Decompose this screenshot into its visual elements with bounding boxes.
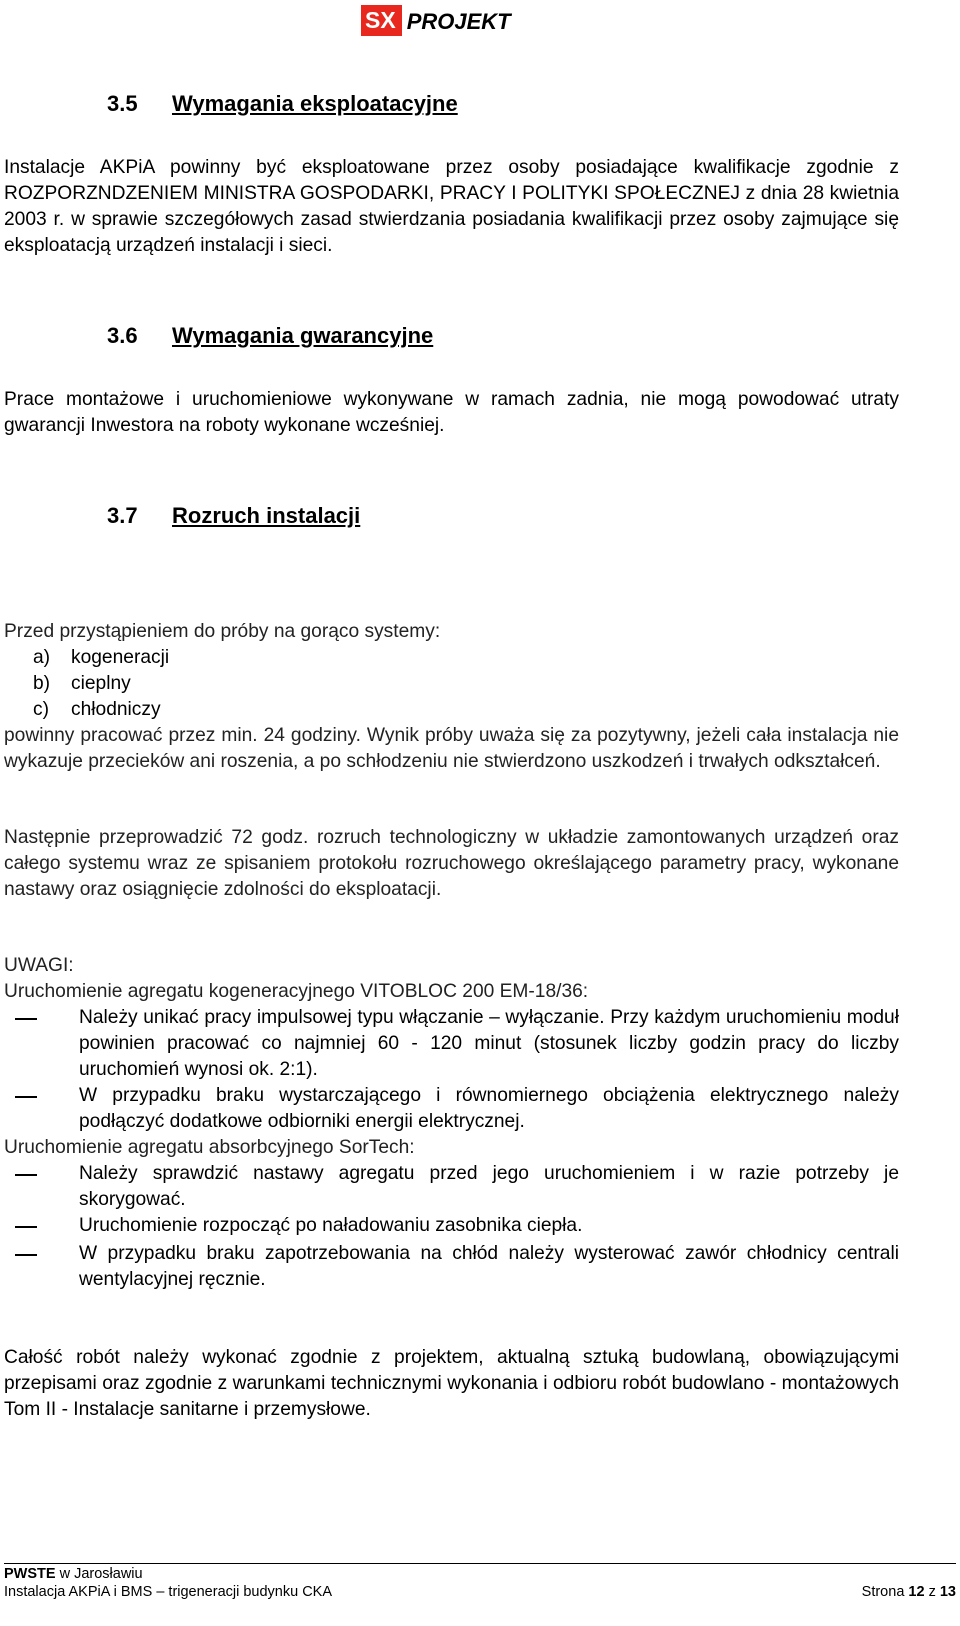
footer-page-number bbox=[862, 1584, 956, 1601]
logo-projekt: PROJEKT bbox=[406, 9, 511, 34]
paragraph-final-statement: Całość robót należy wykonać zgodnie z projektem, aktualną sztuką budowlaną, obowiązującymi przepisami oraz zgodnie z warunkami technicznymi wykonania i odbioru robót budowlano - montażowych Tom II - Instalacje sanitarne i przemysłowe. bbox=[4, 1347, 899, 1420]
paragraph-technological-startup: Następnie przeprowadzić 72 godz. rozruch technologiczny w układzie zamontowanych urządzeń oraz całego systemu wraz ze spisaniem protokołu rozruchowego określającego parametry pracy, wykonane nastawy oraz osiągnięcie zdolności do eksploatacji. bbox=[4, 827, 899, 900]
paragraph-startup-result: powinny pracować przez min. 24 godziny. Wynik próby uważa się za pozytywny, jeżeli cała instalacja nie wykazuje przecieków ani roszenia, a po schłodzeniu nie stwierdzono uszkodzeń i trwałych odkształceń. bbox=[4, 725, 899, 772]
list-text: chłodniczy bbox=[71, 699, 161, 720]
list-item bbox=[4, 1161, 899, 1213]
footer-org-bold: PWSTE bbox=[4, 1566, 56, 1582]
list-text: kogeneracji bbox=[71, 647, 170, 668]
dash-bullet bbox=[15, 1226, 37, 1228]
section-title: Rozruch instalacji bbox=[172, 503, 361, 528]
list-text: W przypadku braku zapotrzebowania na chłód należy wysterować zawór chłodnicy centrali wentylacyjnej ręcznie. bbox=[79, 1243, 899, 1290]
list-text: Uruchomienie rozpocząć po naładowaniu zasobnika ciepła. bbox=[79, 1215, 583, 1236]
list-text: W przypadku braku wystarczającego i równomiernego obciążenia elektrycznego należy podłączyć dodatkowe odbiorniki energii elektrycznej. bbox=[79, 1085, 899, 1132]
section-number: 3.5 bbox=[107, 91, 138, 116]
list-item bbox=[4, 645, 899, 671]
vitobloc-startup-heading: Uruchomienie agregatu kogeneracyjnego VITOBLOC 200 EM-18/36: bbox=[4, 981, 589, 1002]
list-text: Należy sprawdzić nastawy agregatu przed jego uruchomieniem i w razie potrzeby je skorygować. bbox=[79, 1163, 899, 1210]
list-item bbox=[4, 1241, 899, 1293]
section-heading-3-6 bbox=[107, 323, 433, 349]
footer-divider bbox=[4, 1563, 956, 1564]
section-title: Wymagania eksploatacyjne bbox=[172, 91, 458, 116]
dash-bullet bbox=[15, 1174, 37, 1176]
dash-bullet bbox=[15, 1254, 37, 1256]
list-item bbox=[4, 1083, 899, 1135]
section-heading-3-7 bbox=[107, 503, 360, 529]
page-prefix: Strona bbox=[861, 1584, 909, 1600]
footer-document-title: Instalacja AKPiA i BMS – trigeneracji budynku CKA bbox=[4, 1584, 333, 1600]
footer-org-rest: w Jarosławiu bbox=[55, 1566, 143, 1582]
paragraph-warranty-requirements: Prace montażowe i uruchomieniowe wykonywane w ramach zadnia, nie mogą powodować utraty gwarancji Inwestora na roboty wykonane wcześniej. bbox=[4, 389, 899, 436]
list-text: Należy unikać pracy impulsowej typu włączanie – wyłączanie. Przy każdym uruchomieniu moduł powinien pracować co najmniej 60 - 120 minut (stosunek liczby godzin pracy do liczby uruchomień wynosi ok. 2:1). bbox=[79, 1007, 899, 1080]
page-current: 12 bbox=[908, 1584, 925, 1600]
company-logo bbox=[361, 5, 511, 36]
list-item bbox=[4, 671, 899, 697]
list-item bbox=[4, 697, 899, 723]
page-total: 13 bbox=[939, 1584, 956, 1600]
section-title: Wymagania gwarancyjne bbox=[172, 323, 434, 348]
section-heading-3-5 bbox=[107, 91, 458, 117]
list-item bbox=[4, 1005, 899, 1083]
list-label: b) bbox=[33, 673, 51, 694]
section-number: 3.7 bbox=[107, 503, 138, 528]
dash-bullet bbox=[15, 1096, 37, 1098]
list-text: cieplny bbox=[71, 673, 131, 694]
page-separator: z bbox=[924, 1584, 940, 1600]
sortech-startup-heading: Uruchomienie agregatu absorbcyjnego SorTech: bbox=[4, 1137, 415, 1158]
notes-heading: UWAGI: bbox=[4, 955, 74, 976]
paragraph-startup-intro: Przed przystąpieniem do próby na gorąco systemy: bbox=[4, 621, 441, 642]
logo-sx: SX bbox=[361, 5, 402, 36]
section-number: 3.6 bbox=[107, 323, 138, 348]
list-label: c) bbox=[33, 699, 49, 720]
dash-bullet bbox=[15, 1018, 37, 1020]
paragraph-operation-requirements: Instalacje AKPiA powinny być eksploatowane przez osoby posiadające kwalifikacje zgodnie z ROZPORZNDZENIEM MINISTRA GOSPODARKI, PRACY I POLITYKI SPOŁECZNEJ z dnia 28 kwietnia 2003 r. w sprawie szczegółowych zasad stwierdzania posiadania kwalifikacji przez osoby zajmujące się eksploatacją urządzeń instalacji i sieci. bbox=[4, 157, 899, 256]
list-item bbox=[4, 1213, 899, 1239]
footer-organization bbox=[4, 1566, 143, 1583]
list-label: a) bbox=[33, 647, 51, 668]
